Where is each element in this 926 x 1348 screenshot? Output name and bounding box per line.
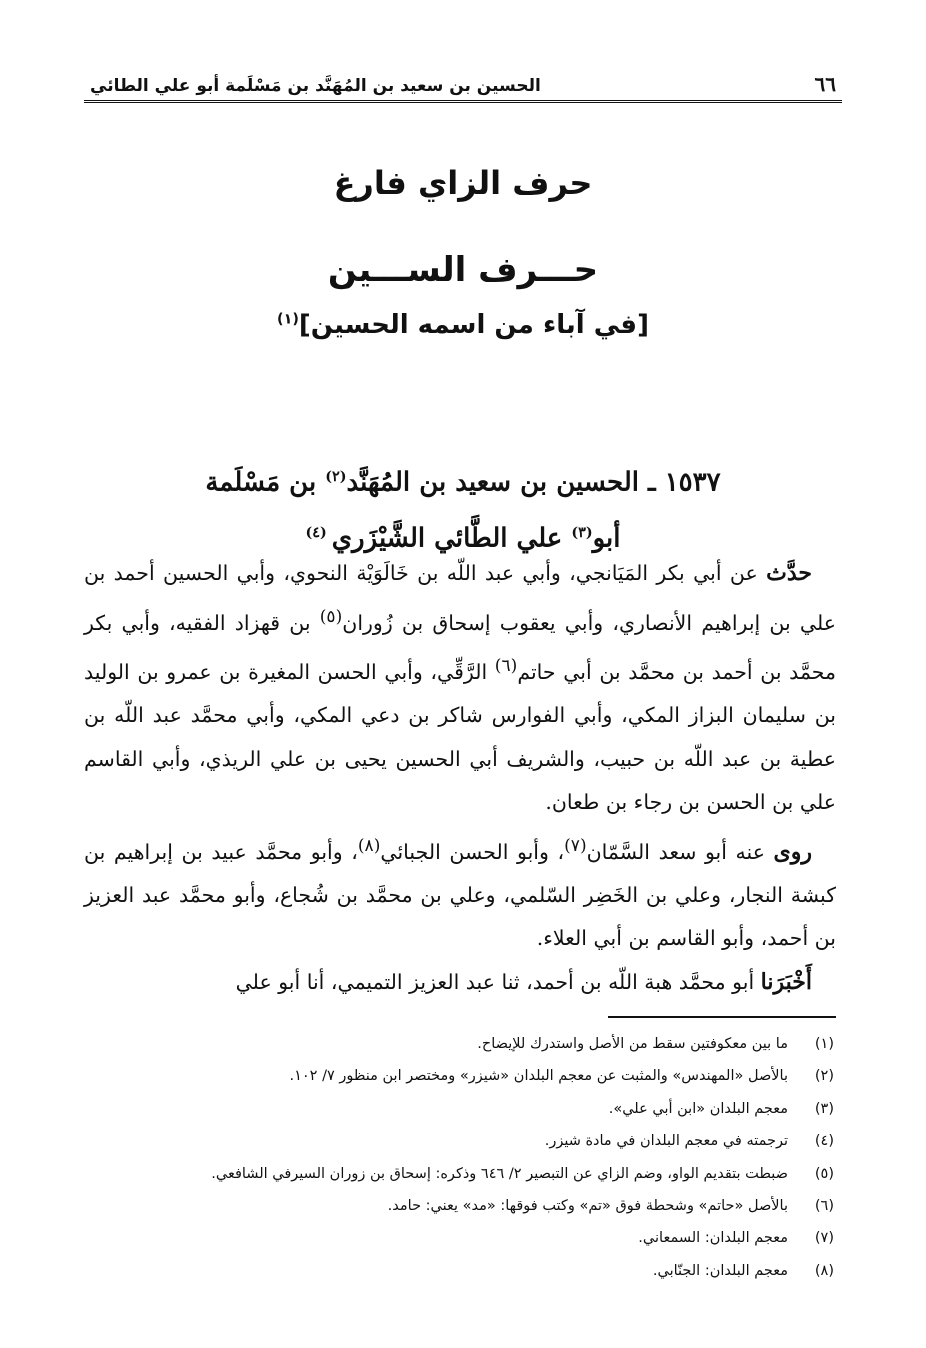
footnote-ref: (١): [277, 311, 299, 328]
paragraph: [84, 961, 836, 1005]
sub-heading: [84, 310, 842, 340]
footnote-number: (٤): [814, 1133, 834, 1150]
entry-title-text: أبو: [592, 523, 621, 554]
footnotes: [84, 1028, 836, 1287]
footnote-item: [84, 1158, 836, 1190]
footnote-item: [84, 1222, 836, 1254]
section-heading-sin: حـــرف الســـين: [327, 250, 599, 290]
paragraph-text: ، وأبو الحسن الجبائي: [380, 839, 565, 864]
footnote-ref: (٨): [357, 835, 381, 856]
footnote-ref: (٤): [305, 524, 332, 541]
footnote-number: (٣): [814, 1100, 834, 1117]
footnote-ref: (٢): [325, 469, 347, 485]
footnote-number: (١): [814, 1036, 834, 1052]
footnote-number: (٧): [814, 1230, 834, 1247]
entry-title-text: ١٥٣٧ ـ الحسين بن سعيد بن المُهَنَّد: [346, 467, 721, 498]
section-heading-zay: حرف الزاي فارغ: [333, 164, 593, 202]
footnote-item: [84, 1028, 836, 1060]
footnote-text: معجم البلدان «ابن أبي علي».: [608, 1100, 788, 1117]
footnote-ref: (٧): [564, 835, 587, 856]
footnote-ref: (٣): [571, 524, 593, 541]
paragraph-text: الرَّقِّي، وأبي الحسن المغيرة بن عمرو بن الوليد بن سليمان البزاز المكي، وأبي الفوارس شاكر بن دعي المكي، وأبي محمَّد عبد اللّه بن عطية بن عبد اللّه بن حبيب، والشريف أبي الحسين يحيى بن علي الريذي، وأبي القاسم علي بن الحسن بن رجاء بن طعان.: [84, 659, 836, 815]
footnote-text: ترجمته في معجم البلدان في مادة شيزر.: [544, 1133, 788, 1150]
paragraph: [84, 552, 836, 825]
footnote-item: [84, 1190, 836, 1222]
paragraph-text: أبو محمَّد هبة اللّه بن أحمد، ثنا عبد العزيز التميمي، أنا أبو علي: [235, 969, 761, 994]
footnote-number: (٨): [814, 1262, 834, 1279]
lead-word: أَخْبَرَنا: [760, 968, 812, 995]
paragraph: [84, 825, 836, 961]
entry-title-text: علي الطَّائي الشَّيْزَري: [331, 523, 572, 554]
page-number: ٦٦: [814, 72, 836, 96]
paragraph-text: عن أبي بكر المَيَانجي، وأبي عبد اللّه بن خَالَوَيْة النحوي، وأبي الحسين أحمد بن علي بن إبراهيم الأنصاري، وأبي يعقوب إسحاق بن زُوران: [84, 561, 836, 635]
running-header: [84, 62, 842, 103]
entry-title-line1: [84, 452, 842, 508]
footnote-text: ما بين معكوفتين سقط من الأصل واستدرك للإيضاح.: [477, 1036, 788, 1052]
footnote-number: (٥): [814, 1165, 834, 1182]
footnote-item: [84, 1255, 836, 1287]
footnote-item: [84, 1060, 836, 1092]
footnote-text: ضبطت بتقديم الواو، وضم الزاي عن التبصير ٢/ ٦٤٦ وذكره: إسحاق بن زوران السيرفي الشافعي.: [211, 1165, 788, 1182]
paragraph-text: ، وأبو محمَّد عبيد بن إبراهيم بن كبشة النجار، وعلي بن الخَضِر السّلمي، وعلي بن محمَّد بن شُجاع، وأبو محمَّد عبد العزيز بن أحمد، وأبو القاسم بن أبي العلاء.: [84, 839, 836, 951]
running-header-title: الحسين بن سعيد بن المُهَنَّد بن مَسْلَمة أبو علي الطائي: [90, 76, 541, 96]
lead-word: حدَّث: [766, 560, 812, 586]
footnote-text: معجم البلدان: الجنّابي.: [652, 1262, 788, 1279]
paragraph-text: بن قهزاد الفقيه، وأبي بكر محمَّد بن أحمد بن محمَّد بن أبي حاتم: [84, 610, 837, 684]
footnote-number: (٦): [814, 1198, 834, 1215]
footnote-divider: [608, 1016, 836, 1018]
footnote-item: [84, 1125, 836, 1157]
footnote-ref: (٥): [319, 606, 343, 627]
entry-body: [84, 552, 836, 1004]
footnote-number: (٢): [814, 1068, 834, 1085]
lead-word: روى: [773, 838, 812, 865]
footnote-text: بالأصل «المهندس» والمثبت عن معجم البلدان «شيزر» ومختصر ابن منظور ٧/ ١٠٢.: [289, 1068, 788, 1085]
footnote-text: معجم البلدان: السمعاني.: [638, 1230, 788, 1247]
entry-title-text: بن مَسْلَمة: [205, 467, 326, 498]
footnote-item: [84, 1093, 836, 1125]
footnote-ref: (٦): [494, 655, 518, 676]
sub-heading-text: [في آباء من اسمه الحسين]: [298, 310, 649, 340]
paragraph-text: عنه أبو سعد السَّمّان: [586, 839, 774, 864]
footnote-text: بالأصل «حاتم» وشحطة فوق «تم» وكتب فوقها: «مد» يعني: حامد.: [387, 1198, 788, 1215]
entry-title: [84, 452, 842, 563]
